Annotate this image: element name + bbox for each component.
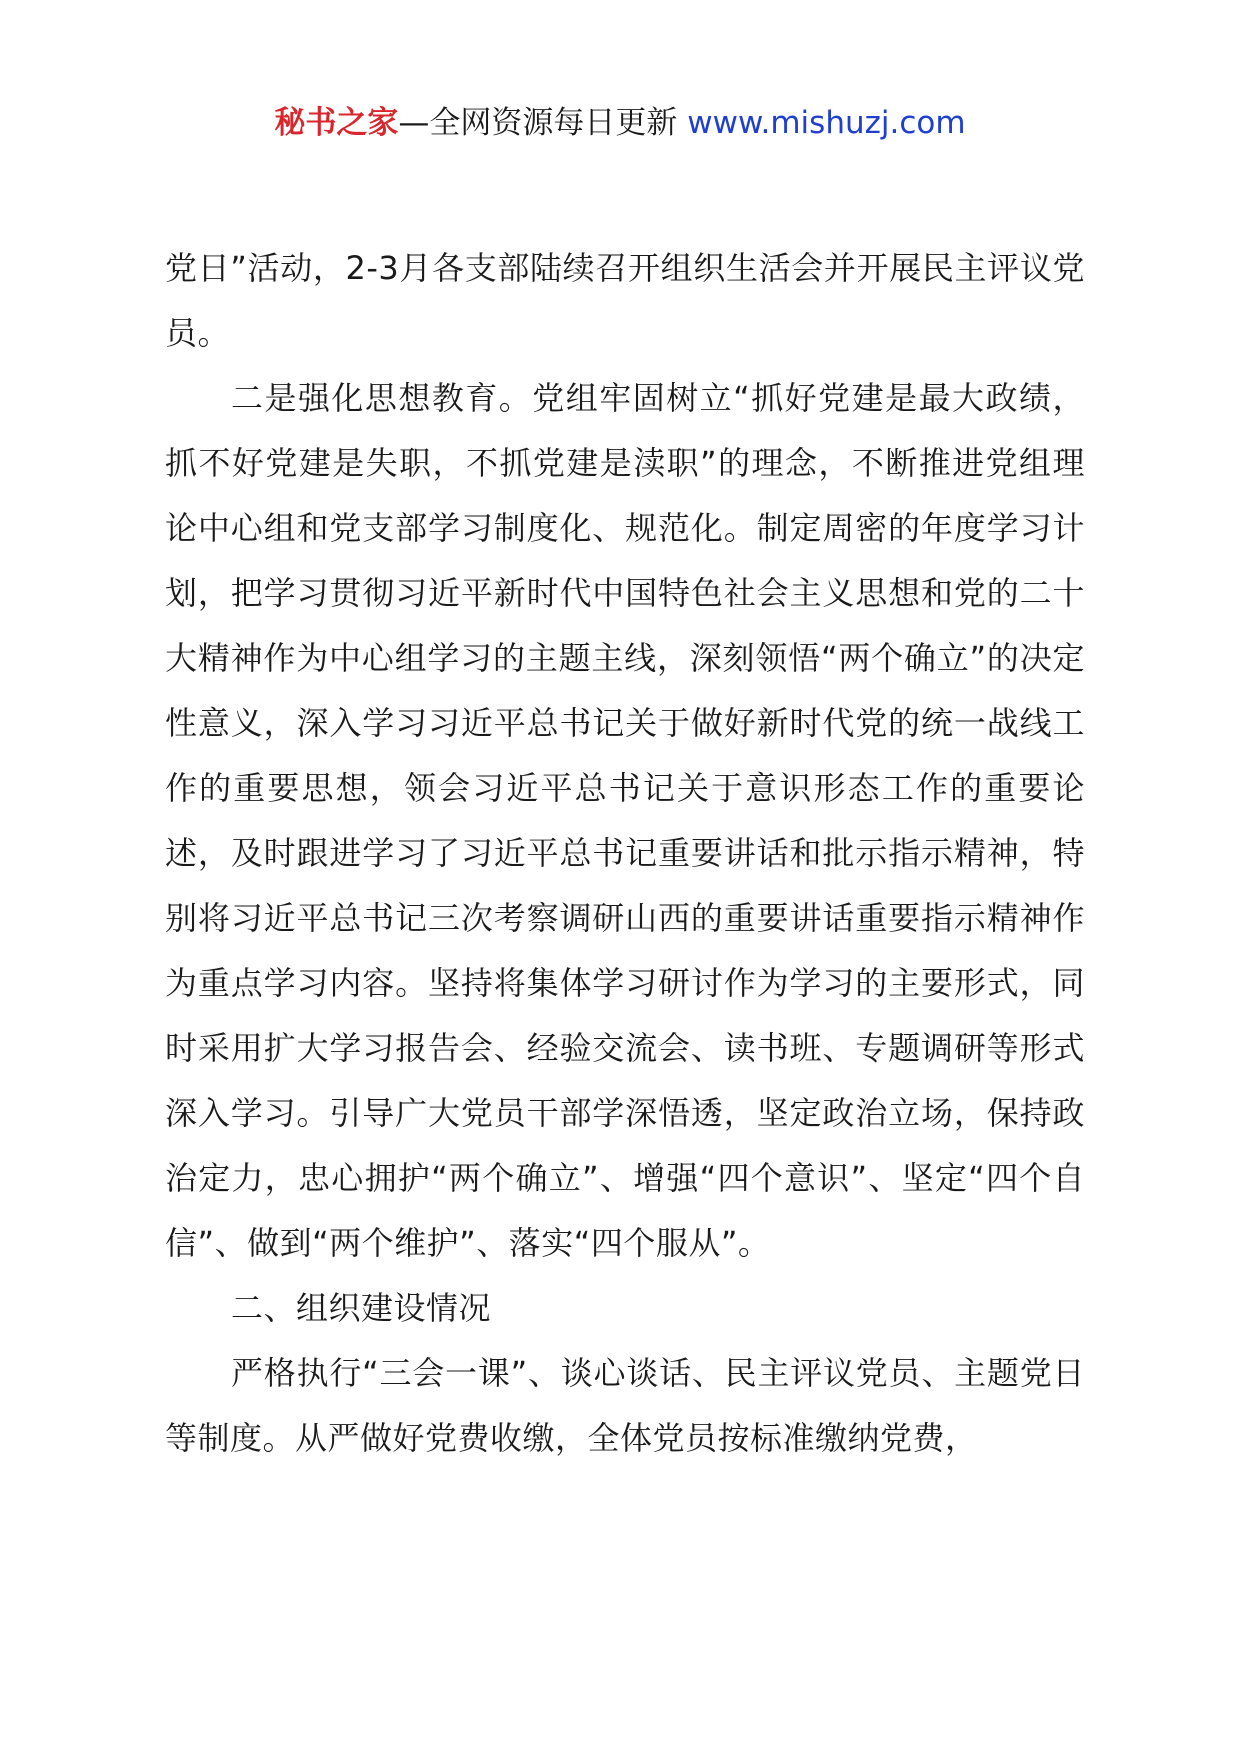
paragraph-thought-education: 二是强化思想教育。党组牢固树立“抓好党建是最大政绩，抓不好党建是失职，不抓党建是渎职”的理念，不断推进党组理论中心组和党支部学习制度化、规范化。制定周密的年度学习计划，把学习贯彻习近平新时代中国特色社会主义思想和党的二十大精神作为中心组学习的主题主线，深刻领悟“两个确立”的决定性意义，深入学习习近平总书记关于做好新时代党的统一战线工作的重要思想，领会习近平总书记关于意识形态工作的重要论述，及时跟进学习了习近平总书记重要讲话和批示指示精神，特别将习近平总书记三次考察调研山西的重要讲话重要指示精神作为重点学习内容。坚持将集体学习研讨作为学习的主要形式，同时采用扩大学习报告会、经验交流会、读书班、专题调研等形式深入学习。引导广大党员干部学深悟透，坚定政治立场，保持政治定力，忠心拥护“两个确立”、增强“四个意识”、坚定“四个自信”、做到“两个维护”、落实“四个服从”。 [165,379,1085,1262]
paragraph-continuation: 党日”活动，2-3月各支部陆续召开组织生活会并开展民主评议党员。 [165,249,1085,352]
document-body [165,236,1085,1471]
paragraph-organization-system: 严格执行“三会一课”、谈心谈话、民主评议党员、主题党日等制度。从严做好党费收缴，全体党员按标准缴纳党费， [165,1354,1085,1457]
page-header [0,101,1240,145]
header-url-link[interactable]: www.mishuzj.com [687,105,966,141]
header-brand: 秘书之家 [274,105,399,141]
section-heading-organization: 二、组织建设情况 [231,1289,492,1327]
header-tagline: —全网资源每日更新 [398,105,678,141]
